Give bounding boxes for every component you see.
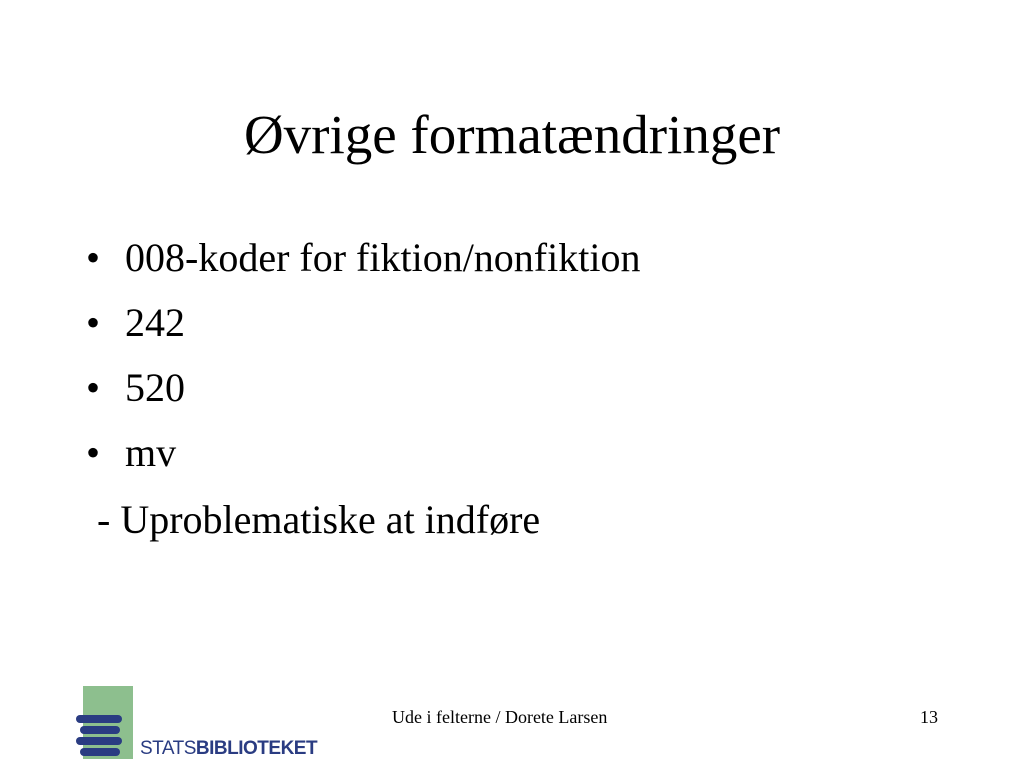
book-icon xyxy=(76,715,122,723)
bullet-mark: • xyxy=(86,430,101,475)
bullet-text: 242 xyxy=(125,300,185,345)
bullet-list xyxy=(86,230,966,490)
bullet-text: 520 xyxy=(125,365,185,410)
logo-wordmark-light: STATS xyxy=(140,738,196,759)
book-icon xyxy=(80,726,120,734)
sub-line: - Uproblematiske at indføre xyxy=(97,497,541,542)
statsbiblioteket-logo xyxy=(76,684,346,764)
book-icon xyxy=(76,737,122,745)
bullet-text: 008-koder for fiktion/nonfiktion xyxy=(125,235,641,280)
bullet-item xyxy=(86,230,966,295)
bullet-item xyxy=(86,425,966,490)
footer-text: Ude i felterne / Dorete Larsen xyxy=(392,707,608,727)
bullet-item xyxy=(86,360,966,425)
slide-title: Øvrige formatændringer xyxy=(243,104,781,165)
bullet-text: mv xyxy=(125,430,177,475)
page-number: 13 xyxy=(920,707,938,727)
logo-wordmark-bold: BIBLIOTEKET xyxy=(195,738,318,759)
bullet-mark: • xyxy=(86,300,101,345)
logo-wordmark xyxy=(140,738,317,760)
bullet-mark: • xyxy=(86,235,101,280)
bullet-item xyxy=(86,295,966,360)
book-icon xyxy=(80,748,120,756)
bullet-mark: • xyxy=(86,365,101,410)
